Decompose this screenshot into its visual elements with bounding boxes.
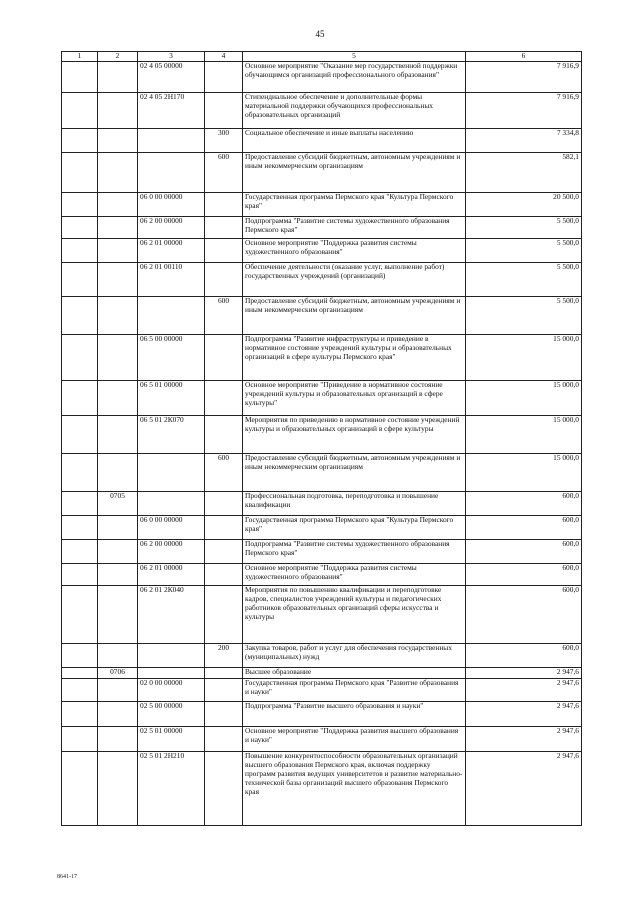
cell-description: Подпрограмма "Развитие системы художественного образования Пермского края" (243, 540, 466, 564)
cell-expense-type (205, 93, 243, 129)
table-row (62, 668, 582, 679)
cell-section-code (98, 516, 138, 540)
cell-section-code (98, 644, 138, 668)
cell-section-code (98, 153, 138, 193)
cell-amount: 600,0 (466, 516, 582, 540)
cell-expense-type (205, 540, 243, 564)
table-row (62, 416, 582, 454)
cell-col1 (62, 644, 98, 668)
cell-col1 (62, 752, 98, 826)
cell-description: Государственная программа Пермского края "Развитие образования и науки" (243, 679, 466, 702)
cell-target-code: 02 5 01 00000 (138, 727, 205, 752)
cell-target-code: 06 2 01 00110 (138, 263, 205, 297)
cell-description: Предоставление субсидий бюджетным, автономным учреждениям и иным некоммерческим организациям (243, 454, 466, 492)
cell-target-code: 06 2 01 00000 (138, 564, 205, 586)
cell-amount: 600,0 (466, 586, 582, 644)
cell-section-code (98, 263, 138, 297)
cell-target-code: 02 4 05 2Н170 (138, 93, 205, 129)
cell-description: Социальное обеспечение и иные выплаты населению (243, 129, 466, 153)
cell-amount: 2 947,6 (466, 679, 582, 702)
table-row (62, 335, 582, 381)
cell-target-code: 06 2 00 00000 (138, 217, 205, 239)
cell-col1 (62, 516, 98, 540)
cell-expense-type (205, 193, 243, 217)
cell-description: Подпрограмма "Развитие инфраструктуры и приведение в нормативное состояние учреждений культуры и образовательных организаций в сфере культуры Пермского края" (243, 335, 466, 381)
cell-target-code: 06 2 00 00000 (138, 540, 205, 564)
table-row (62, 586, 582, 644)
cell-target-code (138, 129, 205, 153)
cell-section-code (98, 62, 138, 93)
table-row (62, 62, 582, 93)
cell-section-code (98, 540, 138, 564)
table-row (62, 644, 582, 668)
cell-target-code (138, 668, 205, 679)
cell-expense-type (205, 62, 243, 93)
cell-amount: 15 000,0 (466, 335, 582, 381)
cell-description: Повышение конкурентоспособности образовательных организаций высшего образования Пермского края, включая поддержку программ развития ведущих университетов и развитие материально-технической базы организаций высшего образования Пермского края (243, 752, 466, 826)
table-row (62, 297, 582, 335)
cell-expense-type (205, 702, 243, 727)
cell-col1 (62, 297, 98, 335)
table-row (62, 129, 582, 153)
cell-target-code: 06 5 01 00000 (138, 381, 205, 416)
cell-section-code (98, 193, 138, 217)
table-row (62, 540, 582, 564)
cell-section-code (98, 702, 138, 727)
cell-target-code: 06 2 01 00000 (138, 239, 205, 263)
cell-amount: 15 000,0 (466, 454, 582, 492)
cell-expense-type: 200 (205, 644, 243, 668)
cell-description: Стипендиальное обеспечение и дополнительные формы материальной поддержки обучающихся профессиональных образовательных организаций (243, 93, 466, 129)
cell-description: Подпрограмма "Развитие высшего образования и науки" (243, 702, 466, 727)
cell-expense-type (205, 727, 243, 752)
cell-col1 (62, 129, 98, 153)
cell-section-code (98, 239, 138, 263)
cell-col1 (62, 492, 98, 516)
cell-expense-type (205, 564, 243, 586)
cell-section-code (98, 297, 138, 335)
cell-description: Основное мероприятие "Приведение в нормативное состояние учреждений культуры и образовательных организаций в сфере культуры" (243, 381, 466, 416)
cell-amount: 600,0 (466, 540, 582, 564)
cell-col1 (62, 702, 98, 727)
cell-col1 (62, 727, 98, 752)
cell-section-code (98, 335, 138, 381)
cell-amount: 5 500,0 (466, 239, 582, 263)
table-row (62, 752, 582, 826)
cell-target-code: 02 5 00 00000 (138, 702, 205, 727)
column-header: 6 (466, 52, 582, 62)
cell-target-code: 02 0 00 00000 (138, 679, 205, 702)
cell-section-code (98, 381, 138, 416)
table-row (62, 263, 582, 297)
cell-col1 (62, 153, 98, 193)
cell-description: Обеспечение деятельности (оказание услуг, выполнение работ) государственных учреждений (организаций) (243, 263, 466, 297)
cell-expense-type: 600 (205, 297, 243, 335)
cell-description: Высшее образование (243, 668, 466, 679)
cell-description: Закупка товаров, работ и услуг для обеспечения государственных (муниципальных) нужд (243, 644, 466, 668)
cell-amount: 600,0 (466, 644, 582, 668)
cell-section-code: 0706 (98, 668, 138, 679)
cell-expense-type (205, 679, 243, 702)
cell-section-code (98, 752, 138, 826)
cell-expense-type (205, 239, 243, 263)
cell-amount: 2 947,6 (466, 727, 582, 752)
cell-target-code: 06 5 00 00000 (138, 335, 205, 381)
cell-section-code (98, 564, 138, 586)
cell-target-code: 02 5 01 2Н210 (138, 752, 205, 826)
cell-expense-type (205, 263, 243, 297)
cell-section-code (98, 217, 138, 239)
cell-amount: 2 947,6 (466, 702, 582, 727)
table-row (62, 93, 582, 129)
cell-description: Государственная программа Пермского края "Культура Пермского края" (243, 516, 466, 540)
cell-description: Основное мероприятие "Оказание мер государственной поддержки обучающимся организаций профессионального образования" (243, 62, 466, 93)
cell-description: Профессиональная подготовка, переподготовка и повышение квалификации (243, 492, 466, 516)
cell-amount: 2 947,6 (466, 752, 582, 826)
cell-col1 (62, 381, 98, 416)
table-row (62, 702, 582, 727)
cell-target-code (138, 644, 205, 668)
table-row (62, 381, 582, 416)
cell-description: Предоставление субсидий бюджетным, автономным учреждениям и иным некоммерческим организациям (243, 297, 466, 335)
table-row (62, 679, 582, 702)
cell-col1 (62, 193, 98, 217)
cell-col1 (62, 239, 98, 263)
cell-description: Подпрограмма "Развитие системы художественного образования Пермского края" (243, 217, 466, 239)
table-row (62, 239, 582, 263)
cell-col1 (62, 416, 98, 454)
cell-col1 (62, 586, 98, 644)
cell-description: Государственная программа Пермского края "Культура Пермского края" (243, 193, 466, 217)
table-row (62, 217, 582, 239)
cell-amount: 7 916,9 (466, 93, 582, 129)
page-number: 45 (315, 29, 325, 39)
cell-col1 (62, 454, 98, 492)
table-header-row (62, 52, 582, 62)
cell-section-code (98, 454, 138, 492)
cell-amount: 5 500,0 (466, 217, 582, 239)
table-row (62, 727, 582, 752)
cell-amount: 15 000,0 (466, 381, 582, 416)
cell-section-code (98, 679, 138, 702)
cell-target-code (138, 153, 205, 193)
column-header: 1 (62, 52, 98, 62)
cell-expense-type (205, 381, 243, 416)
cell-col1 (62, 679, 98, 702)
cell-amount: 5 500,0 (466, 263, 582, 297)
cell-section-code (98, 416, 138, 454)
cell-expense-type (205, 668, 243, 679)
cell-target-code (138, 297, 205, 335)
table-row (62, 193, 582, 217)
cell-target-code: 06 0 00 00000 (138, 193, 205, 217)
cell-description: Предоставление субсидий бюджетным, автономным учреждениям и иным некоммерческим организациям (243, 153, 466, 193)
cell-col1 (62, 668, 98, 679)
column-header: 4 (205, 52, 243, 62)
cell-description: Мероприятия по повышению квалификации и переподготовке кадров, специалистов учреждений культуры и педагогических работников образовательных организаций сферы искусства и культуры (243, 586, 466, 644)
column-header: 2 (98, 52, 138, 62)
cell-amount: 5 500,0 (466, 297, 582, 335)
table-row (62, 564, 582, 586)
table-row (62, 153, 582, 193)
cell-section-code (98, 93, 138, 129)
cell-col1 (62, 263, 98, 297)
column-header: 5 (243, 52, 466, 62)
cell-expense-type: 600 (205, 454, 243, 492)
cell-expense-type (205, 217, 243, 239)
cell-amount: 2 947,6 (466, 668, 582, 679)
cell-target-code: 06 5 01 2К070 (138, 416, 205, 454)
cell-col1 (62, 217, 98, 239)
cell-target-code: 02 4 05 00000 (138, 62, 205, 93)
cell-expense-type: 300 (205, 129, 243, 153)
table-row (62, 516, 582, 540)
cell-expense-type (205, 492, 243, 516)
table-row (62, 454, 582, 492)
cell-amount: 600,0 (466, 492, 582, 516)
cell-description: Основное мероприятие "Поддержка развития высшего образования и науки" (243, 727, 466, 752)
cell-col1 (62, 62, 98, 93)
column-header: 3 (138, 52, 205, 62)
cell-col1 (62, 564, 98, 586)
cell-col1 (62, 540, 98, 564)
cell-description: Основное мероприятие "Поддержка развития системы художественного образования" (243, 564, 466, 586)
cell-amount: 20 500,0 (466, 193, 582, 217)
cell-target-code: 06 0 00 00000 (138, 516, 205, 540)
cell-expense-type (205, 335, 243, 381)
cell-amount: 582,1 (466, 153, 582, 193)
cell-section-code (98, 129, 138, 153)
cell-description: Мероприятия по приведению в нормативное состояние учреждений культуры и образовательных организаций в сфере культуры (243, 416, 466, 454)
cell-section-code (98, 586, 138, 644)
cell-target-code (138, 492, 205, 516)
table-row (62, 492, 582, 516)
cell-col1 (62, 335, 98, 381)
cell-expense-type (205, 752, 243, 826)
cell-amount: 600,0 (466, 564, 582, 586)
cell-amount: 7 334,8 (466, 129, 582, 153)
cell-target-code (138, 454, 205, 492)
cell-expense-type (205, 416, 243, 454)
budget-table (61, 51, 582, 826)
cell-expense-type (205, 586, 243, 644)
cell-col1 (62, 93, 98, 129)
cell-target-code: 06 2 01 2К040 (138, 586, 205, 644)
cell-section-code (98, 727, 138, 752)
footer-code: 8641-17 (57, 874, 77, 880)
cell-expense-type (205, 516, 243, 540)
cell-amount: 15 000,0 (466, 416, 582, 454)
cell-expense-type: 600 (205, 153, 243, 193)
cell-description: Основное мероприятие "Поддержка развития системы художественного образования" (243, 239, 466, 263)
cell-section-code: 0705 (98, 492, 138, 516)
cell-amount: 7 916,9 (466, 62, 582, 93)
